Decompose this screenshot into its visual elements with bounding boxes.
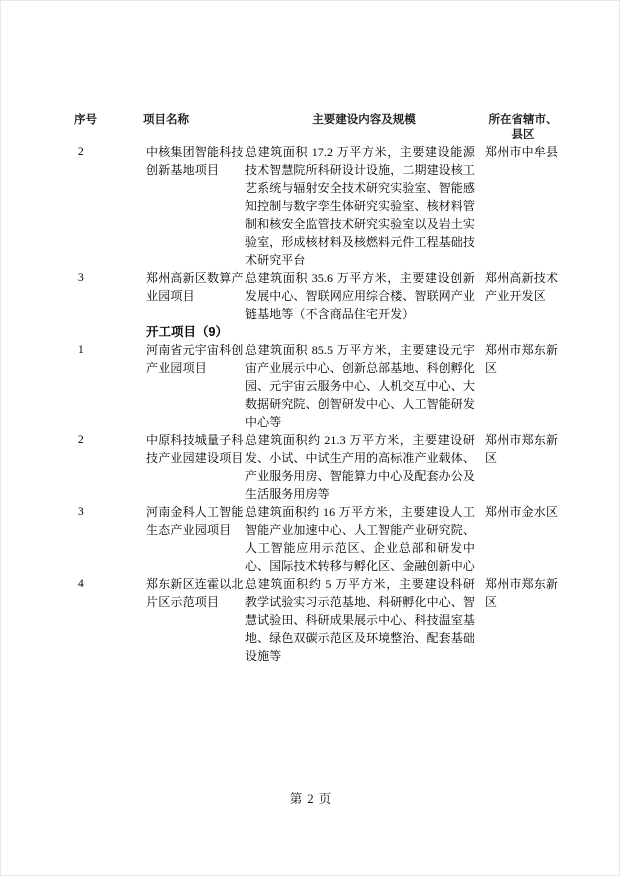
table-row	[63, 575, 563, 665]
row-project-name: 中原科技城量子科技产业园建设项目	[146, 433, 244, 465]
row-content: 总建筑面积 35.6 万平方米，主要建设创新发展中心、智联网应用综合楼、智联网产业链基地等（不含商品住宅开发）	[245, 271, 475, 321]
table-row	[63, 341, 563, 431]
table-row	[63, 431, 563, 503]
row-region: 郑州市郑东新区	[485, 433, 559, 465]
row-content: 总建筑面积 85.5 万平方米，主要建设元宇宙产业展示中心、创新总部基地、科创孵化园、元宇宙云服务中心、人机交互中心、大数据研究院、创智研发中心、人工智能研发中心等	[245, 343, 475, 429]
table-row	[63, 503, 563, 575]
page-footer: 第 2 页	[289, 792, 333, 806]
column-header-region	[483, 113, 563, 143]
column-header-project-name: 项目名称	[143, 114, 189, 126]
row-project-name: 河南金科人工智能生态产业园项目	[146, 505, 244, 537]
project-table-area	[63, 113, 563, 665]
row-serial: 2	[78, 434, 84, 446]
row-serial: 2	[78, 146, 84, 158]
table-row	[63, 143, 563, 269]
row-content: 总建筑面积约 5 万平方米，主要建设科研教学试验实习示范基地、科研孵化中心、智慧试验田、科研成果展示中心、科技温室基地、绿色双碳示范区及环境整治、配套基础设施等	[245, 577, 475, 663]
section-heading-label: 开工项目（9）	[146, 325, 228, 339]
row-region: 郑州市郑东新区	[485, 577, 559, 609]
section-heading-row	[63, 323, 563, 341]
column-header-serial: 序号	[74, 114, 97, 126]
row-serial: 3	[78, 272, 84, 284]
row-project-name: 郑东新区连霍以北片区示范项目	[146, 577, 244, 609]
column-header-content-scale: 主要建设内容及规模	[312, 114, 416, 126]
row-region: 郑州高新技术产业开发区	[485, 271, 559, 303]
row-serial: 4	[78, 578, 84, 590]
row-serial: 1	[78, 344, 84, 356]
row-content: 总建筑面积约 21.3 万平方米，主要建设研发、小试、中试生产用的高标准产业载体、产业服务用房、智能算力中心及配套办公及生活服务用房等	[245, 433, 475, 501]
row-content: 总建筑面积约 16 万平方米，主要建设人工智能产业加速中心、人工智能产业研究院、人工智能应用示范区、企业总部和研发中心、国际技术转移与孵化区、金融创新中心	[245, 505, 475, 573]
column-header-region-line1: 所在省辖市、	[488, 114, 558, 126]
row-project-name: 郑州高新区数算产业园项目	[146, 271, 244, 303]
table-row	[63, 269, 563, 323]
row-region: 郑州市金水区	[485, 505, 559, 519]
row-project-name: 河南省元宇宙科创产业园项目	[146, 343, 244, 375]
column-header-region-line2: 县区	[511, 129, 535, 141]
row-serial: 3	[78, 506, 84, 518]
row-content: 总建筑面积 17.2 万平方米，主要建设能源技术智慧院所科研设计设施，二期建设核工艺系统与辐射安全技术研究实验室、智能感知控制与数字孪生体研究实验室、核材料管制和核安全监管技术研究实验室以及岩土实验室，形成核材料及核燃料元件工程基础技术研究平台	[245, 145, 475, 267]
row-project-name: 中核集团智能科技创新基地项目	[146, 145, 244, 177]
row-region: 郑州市中牟县	[485, 145, 559, 159]
row-region: 郑州市郑东新区	[485, 343, 559, 375]
section-spacer	[63, 323, 105, 341]
table-header-row	[63, 113, 563, 143]
project-table	[63, 113, 563, 665]
